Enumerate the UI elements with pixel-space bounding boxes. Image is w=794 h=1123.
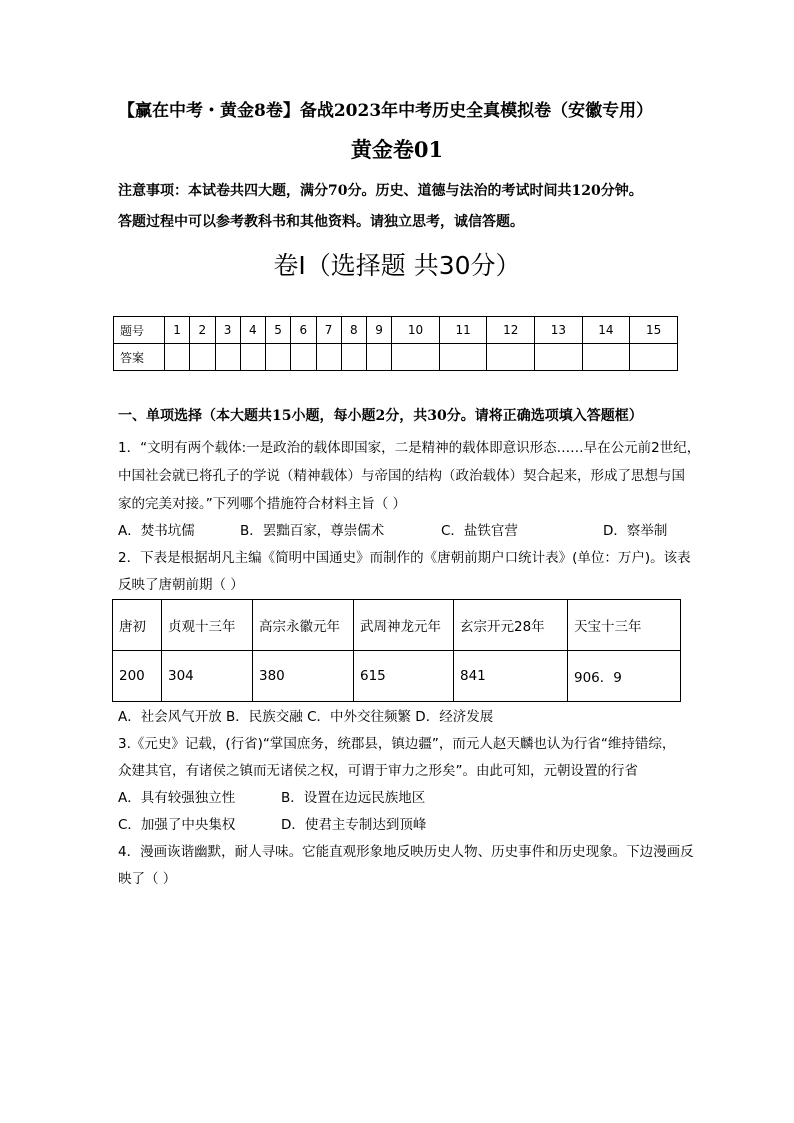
q3-option-d: D．使君主专制达到顶峰 xyxy=(281,817,427,833)
answer-cell[interactable] xyxy=(582,344,630,371)
q3-text-line-1: 3.《元史》记载，(行省)“掌国庶务，统郡县，镇边疆”，而元人赵天麟也认为行省“维持错综， xyxy=(118,736,676,752)
q1-text-line-3: 家的完美对接。”下列哪个措施符合材料主旨（ ） xyxy=(118,496,407,512)
answer-cell[interactable] xyxy=(341,344,366,371)
question-number-cell: 8 xyxy=(341,317,366,344)
period-header-cell: 高宗永徽元年 xyxy=(253,600,354,651)
q1-option-b: B．罢黜百家，尊崇儒术 xyxy=(240,523,385,539)
period-header-cell: 武周神龙元年 xyxy=(354,600,454,651)
question-number-cell: 11 xyxy=(439,317,487,344)
question-number-cell: 15 xyxy=(630,317,678,344)
answer-cell[interactable] xyxy=(316,344,341,371)
answer-grid-answer-label: 答案 xyxy=(114,344,165,371)
household-count-cell: 841 xyxy=(454,651,568,702)
question-number-cell: 5 xyxy=(266,317,291,344)
answer-cell[interactable] xyxy=(266,344,291,371)
answer-cell[interactable] xyxy=(487,344,535,371)
period-header-cell: 玄宗开元28年 xyxy=(454,600,568,651)
question-number-cell: 7 xyxy=(316,317,341,344)
section-title: 卷Ⅰ（选择题 共30分） xyxy=(273,251,521,280)
population-table-header-row xyxy=(113,600,681,651)
part1-heading: 一、单项选择（本大题共15小题，每小题2分，共30分。请将正确选项填入答题框） xyxy=(118,408,643,424)
period-header-cell: 贞观十三年 xyxy=(162,600,253,651)
q1-option-d: D．察举制 xyxy=(603,523,668,539)
question-number-cell: 3 xyxy=(215,317,240,344)
answer-grid xyxy=(113,316,678,371)
question-number-cell: 14 xyxy=(582,317,630,344)
q2-text-line-1: 2．下表是根据胡凡主编《简明中国通史》而制作的《唐朝前期户口统计表》(单位：万户)。该表 xyxy=(118,550,691,566)
question-number-cell: 9 xyxy=(367,317,392,344)
answer-cell[interactable] xyxy=(439,344,487,371)
q1-option-a: A．焚书坑儒 xyxy=(118,523,195,539)
question-number-cell: 6 xyxy=(291,317,316,344)
notice-line-2: 答题过程中可以参考教科书和其他资料。请独立思考，诚信答题。 xyxy=(118,214,524,230)
q3-option-b: B．设置在边远民族地区 xyxy=(281,790,426,806)
question-number-cell: 2 xyxy=(190,317,215,344)
q1-text-line-1: 1．“文明有两个载体:一是政治的载体即国家，二是精神的载体即意识形态……早在公元前2世纪， xyxy=(118,440,701,456)
answer-cell[interactable] xyxy=(291,344,316,371)
answer-grid-number-row xyxy=(114,317,678,344)
answer-cell[interactable] xyxy=(240,344,265,371)
q3-option-c: C．加强了中央集权 xyxy=(118,817,236,833)
population-table-value-row xyxy=(113,651,681,702)
answer-cell[interactable] xyxy=(630,344,678,371)
answer-cell[interactable] xyxy=(392,344,440,371)
question-number-cell: 1 xyxy=(165,317,190,344)
paper-subtitle: 黄金卷01 xyxy=(350,137,444,162)
answer-grid-answer-row xyxy=(114,344,678,371)
question-number-cell: 10 xyxy=(392,317,440,344)
document-title: 【赢在中考・黄金8卷】备战2023年中考历史全真模拟卷（安徽专用） xyxy=(118,101,654,121)
population-table xyxy=(112,599,681,702)
household-count-cell: 380 xyxy=(253,651,354,702)
q4-text-line-2: 映了（ ） xyxy=(118,871,177,887)
answer-cell[interactable] xyxy=(367,344,392,371)
q3-option-a: A．具有较强独立性 xyxy=(118,790,236,806)
household-count-cell: 615 xyxy=(354,651,454,702)
answer-cell[interactable] xyxy=(535,344,583,371)
question-number-cell: 4 xyxy=(240,317,265,344)
answer-grid-number-label: 题号 xyxy=(114,317,165,344)
household-count-cell: 906．9 xyxy=(568,651,681,702)
q2-options: A．社会风气开放 B．民族交融 C．中外交往频繁 D．经济发展 xyxy=(118,709,494,725)
period-header-cell: 天宝十三年 xyxy=(568,600,681,651)
answer-cell[interactable] xyxy=(165,344,190,371)
answer-cell[interactable] xyxy=(190,344,215,371)
question-number-cell: 13 xyxy=(535,317,583,344)
household-count-cell: 304 xyxy=(162,651,253,702)
period-header-cell: 唐初 xyxy=(113,600,162,651)
q1-option-c: C．盐铁官营 xyxy=(441,523,518,539)
q1-text-line-2: 中国社会就已将孔子的学说（精神载体）与帝国的结构（政治载体）契合起来，形成了思想与国 xyxy=(118,468,685,484)
question-number-cell: 12 xyxy=(487,317,535,344)
household-count-cell: 200 xyxy=(113,651,162,702)
q4-text-line-1: 4．漫画诙谐幽默，耐人寻味。它能直观形象地反映历史人物、历史事件和历史现象。下边漫画反 xyxy=(118,844,694,860)
q3-text-line-2: 众建其官，有诸侯之镇而无诸侯之权，可谓于审力之形矣”。由此可知，元朝设置的行省 xyxy=(118,763,638,779)
notice-line-1: 注意事项：本试卷共四大题，满分70分。历史、道德与法治的考试时间共120分钟。 xyxy=(118,183,643,199)
q2-text-line-2: 反映了唐朝前期（ ） xyxy=(118,577,244,593)
answer-cell[interactable] xyxy=(215,344,240,371)
